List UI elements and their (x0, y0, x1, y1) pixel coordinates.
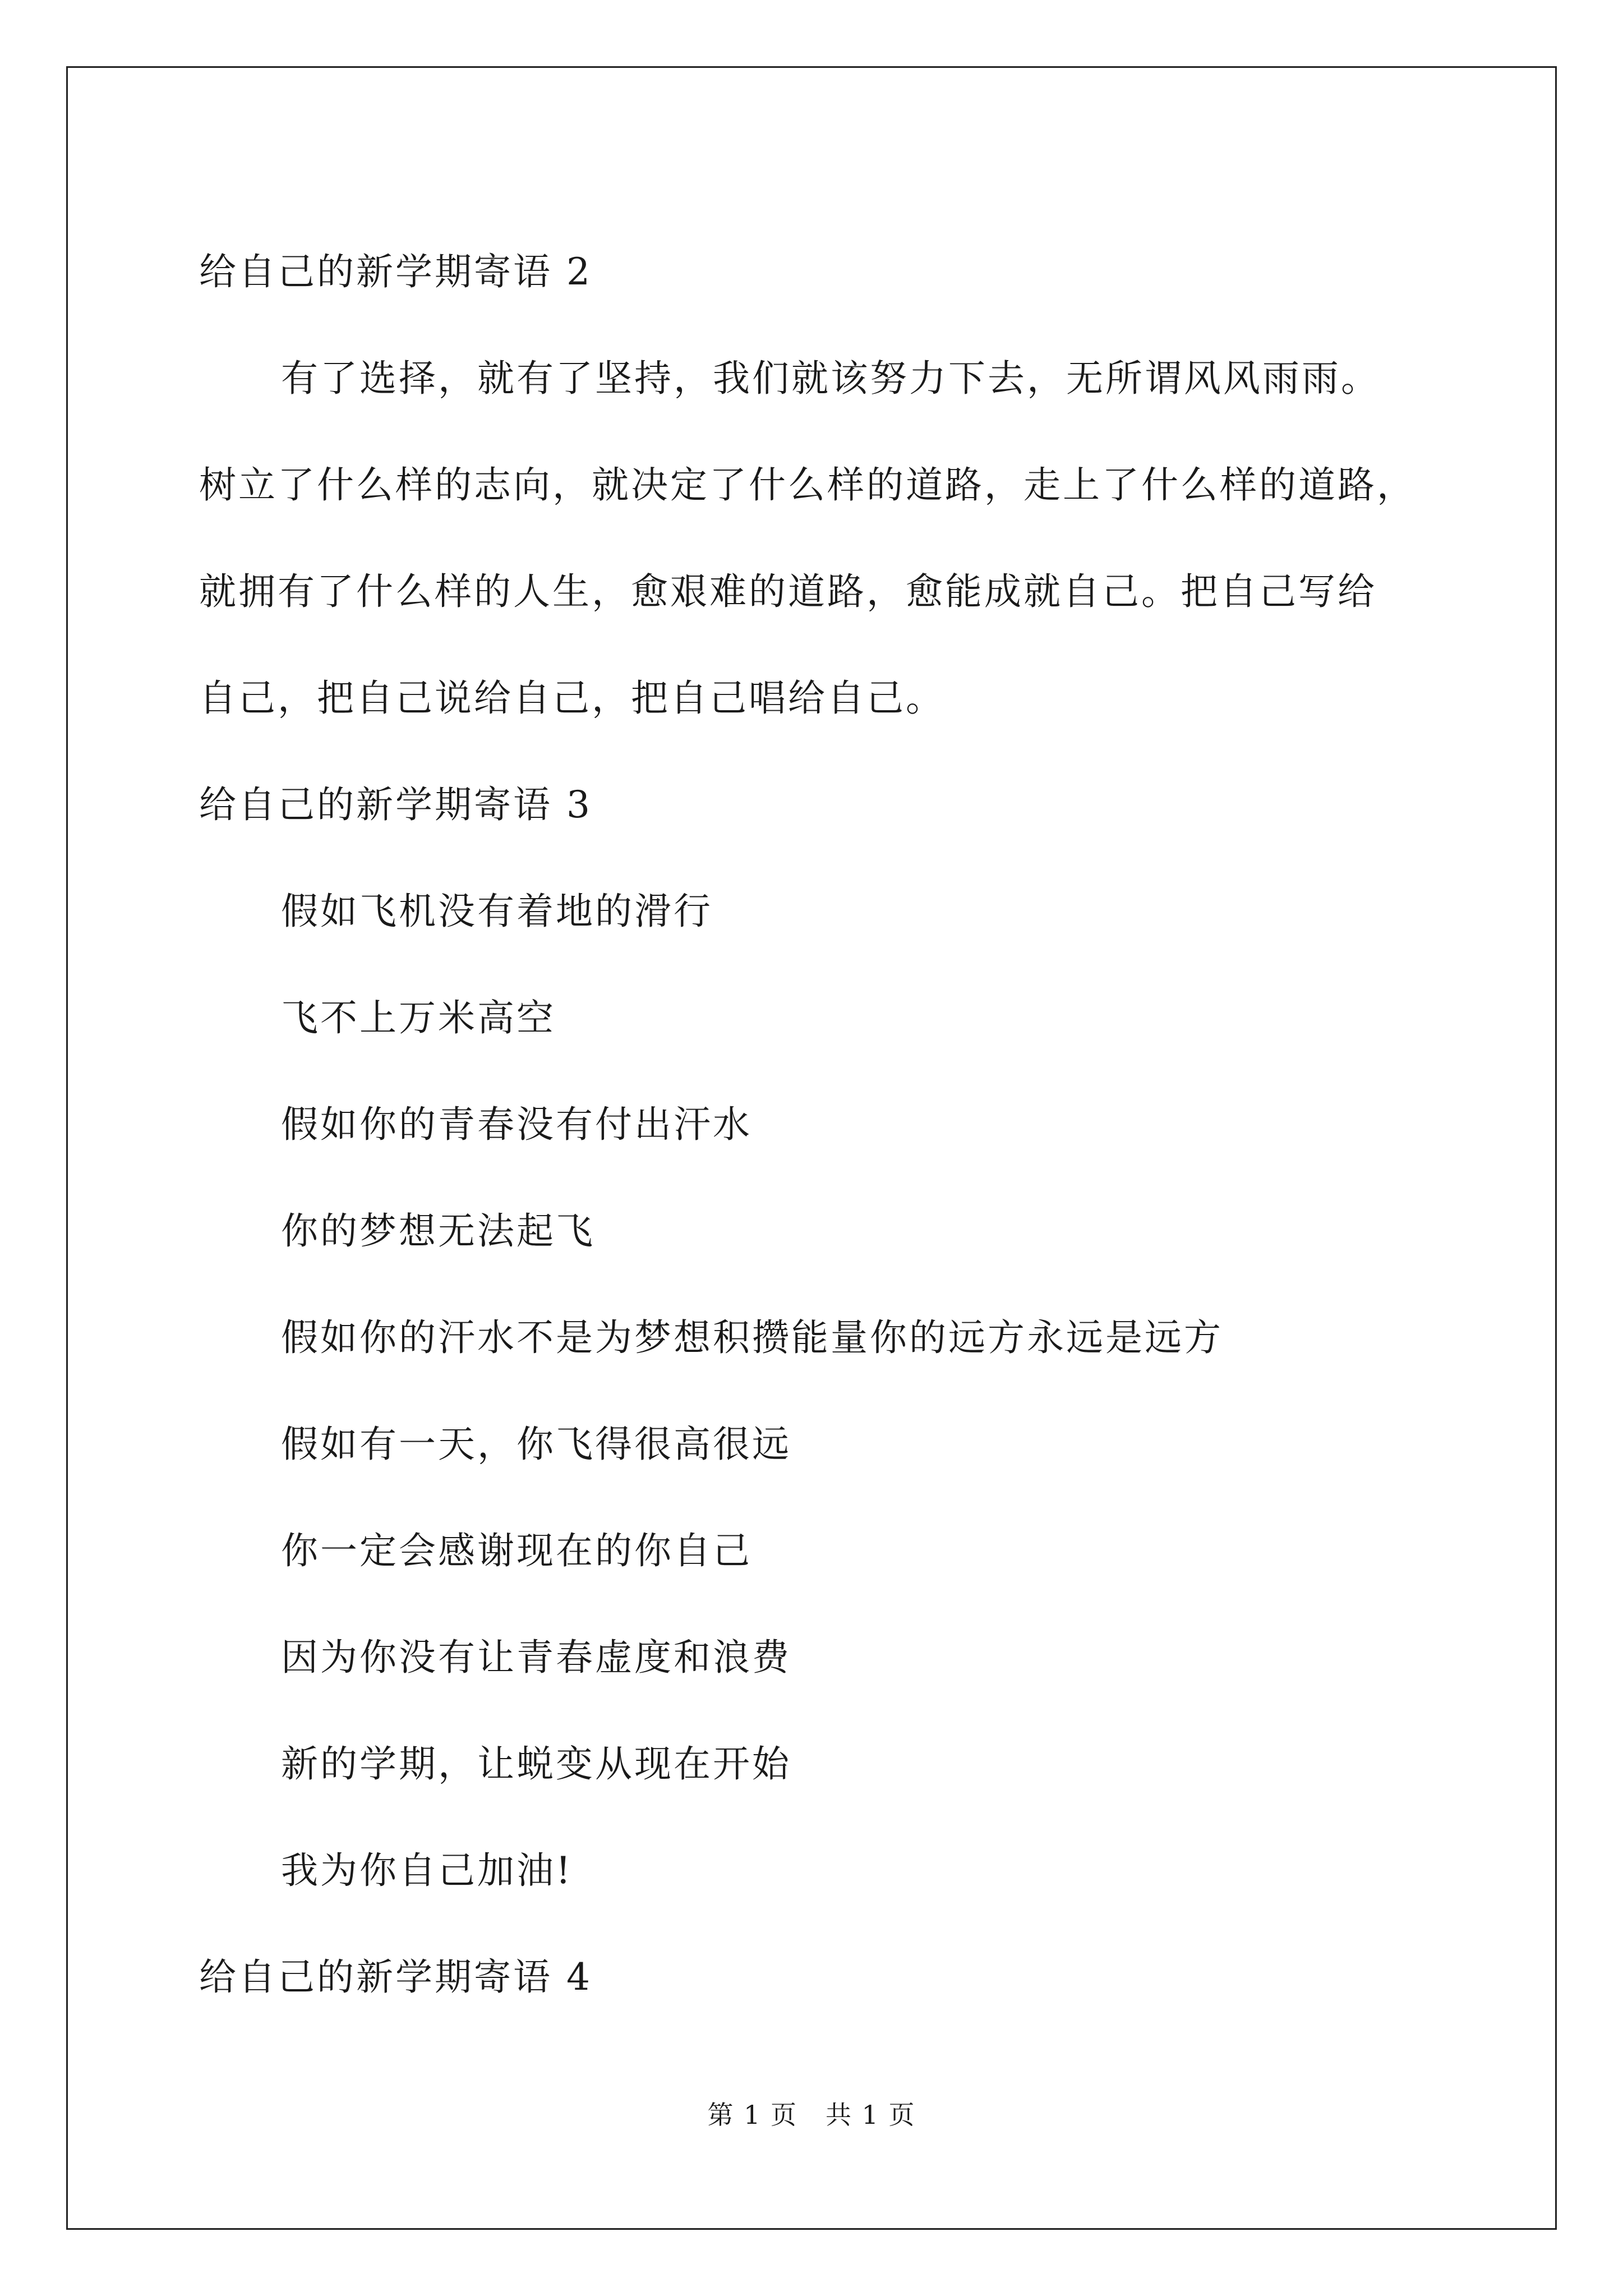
section-heading: 给自己的新学期寄语 3 (199, 783, 592, 826)
section-heading: 给自己的新学期寄语 4 (199, 1955, 592, 1999)
poem-line: 假如你的青春没有付出汗水 (281, 1103, 752, 1146)
page-total: 共 1 页 (826, 2100, 916, 2130)
poem-line: 你一定会感谢现在的你自己 (281, 1529, 752, 1572)
document-body (199, 219, 1461, 2031)
poem-line: 假如你的汗水不是为梦想积攒能量你的远方永远是远方 (281, 1316, 1223, 1359)
poem-line: 假如有一天，你飞得很高很远 (281, 1423, 791, 1466)
poem-line: 因为你没有让青春虚度和浪费 (281, 1636, 791, 1679)
poem-line: 假如飞机没有着地的滑行 (281, 890, 713, 933)
paragraph-line: 树立了什么样的志向，就决定了什么样的道路，走上了什么样的道路， (199, 463, 1416, 507)
poem-line: 我为你自己加油! (281, 1849, 573, 1892)
poem-line: 你的梦想无法起飞 (281, 1209, 595, 1253)
paragraph-line: 有了选择，就有了坚持，我们就该努力下去，无所谓风风雨雨。 (281, 357, 1380, 400)
page-footer (0, 2098, 1623, 2132)
paragraph-line: 自己，把自己说给自己，把自己唱给自己。 (199, 677, 945, 720)
poem-line: 新的学期，让蜕变从现在开始 (281, 1742, 791, 1786)
page-number: 第 1 页 (707, 2100, 797, 2130)
paragraph-line: 就拥有了什么样的人生，愈艰难的道路，愈能成就自己。把自己写给 (199, 570, 1377, 613)
section-heading: 给自己的新学期寄语 2 (199, 250, 592, 293)
poem-line: 飞不上万米高空 (281, 996, 556, 1039)
